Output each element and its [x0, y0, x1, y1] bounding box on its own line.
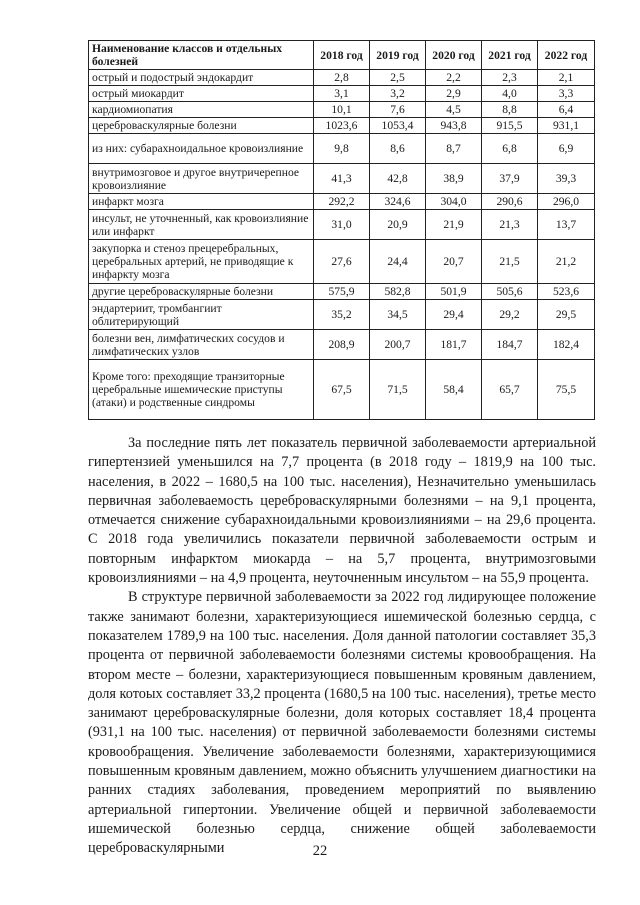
row-value: 38,9 [426, 164, 482, 194]
body-text [88, 434, 596, 859]
row-value: 582,8 [370, 284, 426, 300]
header-year: 2022 год [538, 41, 595, 70]
paragraph: За последние пять лет показатель первичной заболеваемости артериальной гипертензией уменьшился на 7,7 процента (в 2018 году – 1819,9 на 100 тыс. населения, в 2022 – 1680,5 на 100 тыс. населения), Незначительно уменьшилась первичная заболеваемость цереброваскулярными болезнями – на 9,1 процента, отмечается снижение субарахноидальными кровоизлияниями – на 29,6 процента. С 2018 года увеличились показатели первичной заболеваемости острым и повторным инфарктом миокарда – на 5,7 процента, внутримозговыми кровоизлияниями – на 4,9 процента, неуточненным инсультом – на 55,9 процента. [88, 435, 596, 587]
row-value: 67,5 [314, 360, 370, 420]
row-value: 505,6 [482, 284, 538, 300]
row-value: 39,3 [538, 164, 595, 194]
row-value: 184,7 [482, 330, 538, 360]
row-value: 200,7 [370, 330, 426, 360]
row-value: 6,9 [538, 134, 595, 164]
row-disease-name: закупорка и стеноз прецеребральных, церебральных артерий, не приводящие к инфаркту мозга [89, 240, 314, 284]
header-year: 2021 год [482, 41, 538, 70]
row-value: 41,3 [314, 164, 370, 194]
row-value: 21,5 [482, 240, 538, 284]
row-value: 181,7 [426, 330, 482, 360]
row-value: 13,7 [538, 210, 595, 240]
row-value: 2,5 [370, 70, 426, 86]
row-disease-name: острый миокардит [89, 86, 314, 102]
row-value: 27,6 [314, 240, 370, 284]
table-row [89, 86, 595, 102]
row-value: 6,4 [538, 102, 595, 118]
table-row [89, 300, 595, 330]
row-value: 2,1 [538, 70, 595, 86]
table-row [89, 284, 595, 300]
row-value: 20,7 [426, 240, 482, 284]
header-year: 2019 год [370, 41, 426, 70]
header-year: 2018 год [314, 41, 370, 70]
table-row [89, 70, 595, 86]
row-value: 6,8 [482, 134, 538, 164]
row-value: 290,6 [482, 194, 538, 210]
row-value: 75,5 [538, 360, 595, 420]
row-value: 9,8 [314, 134, 370, 164]
table-row [89, 164, 595, 194]
table-row [89, 240, 595, 284]
table-row [89, 360, 595, 420]
row-disease-name: Кроме того: преходящие транзиторные церебральные ишемические приступы (атаки) и родственные синдромы [89, 360, 314, 420]
row-disease-name: инфаркт мозга [89, 194, 314, 210]
row-value: 2,2 [426, 70, 482, 86]
row-value: 3,2 [370, 86, 426, 102]
table-header-row [89, 41, 595, 70]
row-value: 37,9 [482, 164, 538, 194]
row-value: 21,9 [426, 210, 482, 240]
page-number: 22 [312, 843, 328, 859]
row-value: 20,9 [370, 210, 426, 240]
row-disease-name: инсульт, не уточненный, как кровоизлияние или инфаркт [89, 210, 314, 240]
table-row [89, 118, 595, 134]
row-value: 4,5 [426, 102, 482, 118]
row-value: 3,3 [538, 86, 595, 102]
row-value: 2,9 [426, 86, 482, 102]
table-row [89, 194, 595, 210]
row-value: 8,8 [482, 102, 538, 118]
row-value: 2,8 [314, 70, 370, 86]
row-value: 35,2 [314, 300, 370, 330]
row-value: 3,1 [314, 86, 370, 102]
row-value: 8,7 [426, 134, 482, 164]
row-disease-name: внутримозговое и другое внутричерепное кровоизлияние [89, 164, 314, 194]
row-value: 931,1 [538, 118, 595, 134]
row-value: 42,8 [370, 164, 426, 194]
header-name: Наименование классов и отдельных болезней [89, 41, 314, 70]
row-disease-name: болезни вен, лимфатических сосудов и лимфатических узлов [89, 330, 314, 360]
row-value: 24,4 [370, 240, 426, 284]
row-value: 7,6 [370, 102, 426, 118]
row-value: 523,6 [538, 284, 595, 300]
row-disease-name: кардиомиопатия [89, 102, 314, 118]
row-value: 10,1 [314, 102, 370, 118]
row-value: 1053,4 [370, 118, 426, 134]
row-value: 31,0 [314, 210, 370, 240]
table-row [89, 102, 595, 118]
row-disease-name: острый и подострый эндокардит [89, 70, 314, 86]
row-disease-name: из них: субарахноидальное кровоизлияние [89, 134, 314, 164]
row-value: 943,8 [426, 118, 482, 134]
table-row [89, 210, 595, 240]
row-disease-name: цереброваскулярные болезни [89, 118, 314, 134]
row-value: 21,2 [538, 240, 595, 284]
disease-statistics-table [88, 40, 595, 420]
row-value: 34,5 [370, 300, 426, 330]
row-value: 1023,6 [314, 118, 370, 134]
row-value: 4,0 [482, 86, 538, 102]
paragraph: В структуре первичной заболеваемости за 2022 год лидирующее положение также занимают болезни, характеризующиеся ишемической болезнью сердца, с показателем 1789,9 на 100 тыс. населения. Доля данной патологии составляет 35,3 процента от первичной заболеваемости болезнями системы кровообращения. На втором месте – болезни, характеризующиеся повышенным кровяным давлением, доля котоых составляет 33,2 процента (1680,5 на 100 тыс. населения), третье место занимают цереброваскулярные болезни, доля которых составляет 18,4 процента (931,1 на 100 тыс. населения) от первичной заболеваемости болезнями системы кровообращения. Увеличение заболеваемости болезнями, характеризующимися повышенным кровяным давлением, можно объяснить улучшением диагностики на ранних стадиях заболевания, проведением мероприятий по выявлению артериальной гипертонии. Увеличение общей и первичной заболеваемости ишемической болезнью сердца, снижение общей заболеваемости цереброваскулярными [88, 589, 596, 857]
row-value: 208,9 [314, 330, 370, 360]
header-year: 2020 год [426, 41, 482, 70]
table-row [89, 330, 595, 360]
row-value: 29,5 [538, 300, 595, 330]
row-value: 915,5 [482, 118, 538, 134]
row-value: 296,0 [538, 194, 595, 210]
row-value: 71,5 [370, 360, 426, 420]
table-row [89, 134, 595, 164]
row-value: 21,3 [482, 210, 538, 240]
row-value: 29,2 [482, 300, 538, 330]
row-value: 575,9 [314, 284, 370, 300]
row-value: 304,0 [426, 194, 482, 210]
row-value: 29,4 [426, 300, 482, 330]
row-value: 2,3 [482, 70, 538, 86]
row-value: 58,4 [426, 360, 482, 420]
row-value: 501,9 [426, 284, 482, 300]
row-value: 8,6 [370, 134, 426, 164]
row-value: 324,6 [370, 194, 426, 210]
row-value: 182,4 [538, 330, 595, 360]
row-disease-name: эндартериит, тромбангиит облитерирующий [89, 300, 314, 330]
row-value: 65,7 [482, 360, 538, 420]
row-disease-name: другие цереброваскулярные болезни [89, 284, 314, 300]
row-value: 292,2 [314, 194, 370, 210]
